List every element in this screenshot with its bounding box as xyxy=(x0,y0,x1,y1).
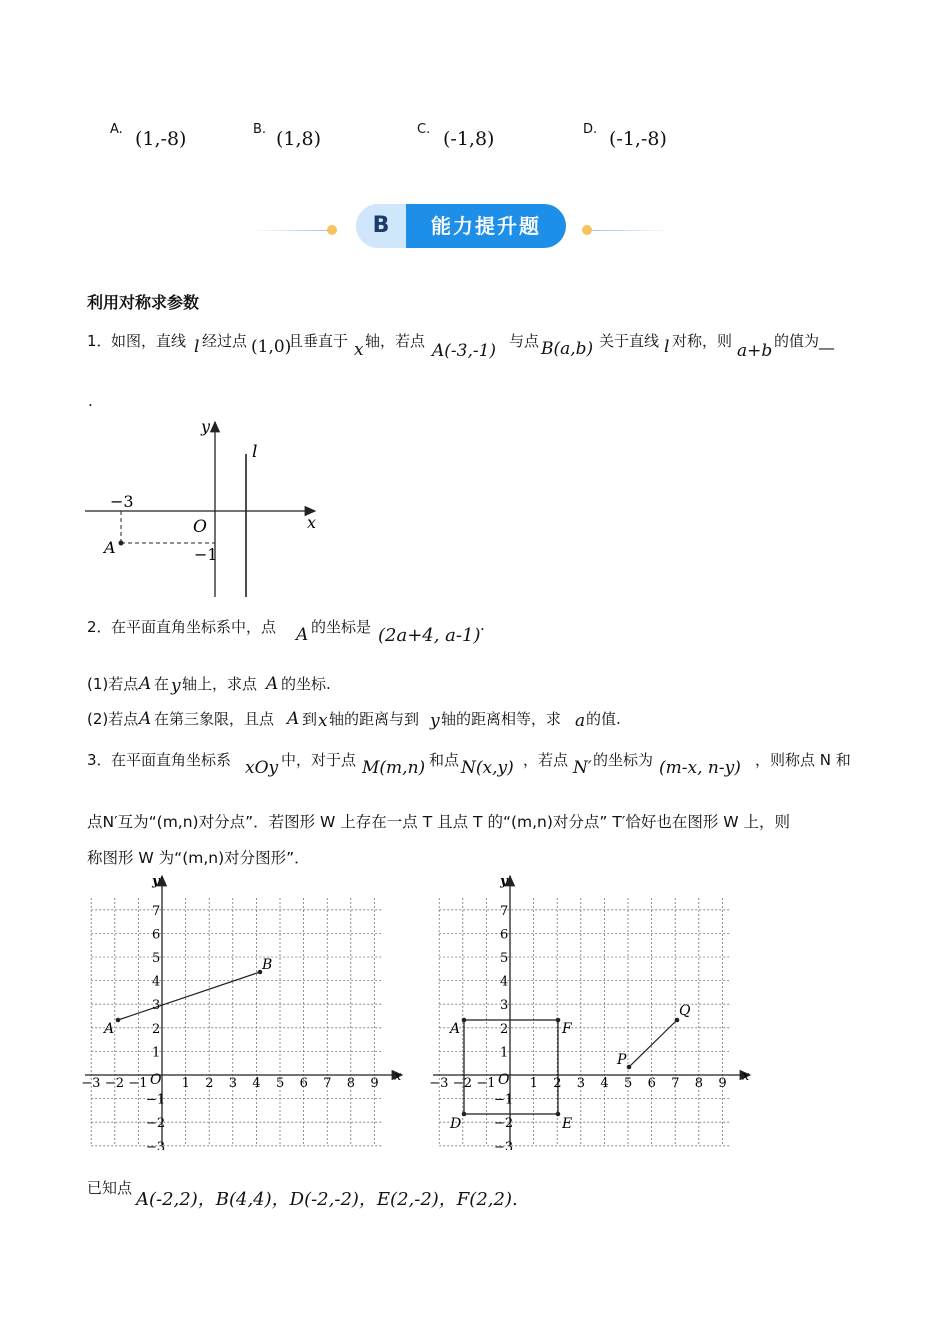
option-letter: D. xyxy=(583,122,598,137)
label-x: x xyxy=(307,513,317,532)
point-a xyxy=(462,1018,467,1023)
y-tick-label: 1 xyxy=(500,1045,509,1061)
q3-point-n-prime: N′ xyxy=(573,758,592,778)
option-letter: B. xyxy=(253,122,267,137)
x-tick-label: 5 xyxy=(624,1076,633,1091)
grid xyxy=(91,898,381,1146)
x-tick-label: 4 xyxy=(600,1076,609,1091)
point-a xyxy=(119,541,124,546)
q2-sub2: (2)若点 xyxy=(87,710,139,728)
y-tick-label: 1 xyxy=(152,1045,161,1061)
y-tick-label: −1 xyxy=(146,1092,166,1108)
q1-text: 对称，则 xyxy=(672,332,733,350)
label-l: l xyxy=(252,442,258,462)
y-tick-label: −2 xyxy=(146,1116,166,1132)
q1-period: . xyxy=(88,392,93,410)
known-points-list: A(-2,2)，B(4,4)，D(-2,-2)，E(2,-2)，F(2,2). xyxy=(136,1189,518,1210)
q2-sub2: 轴的距离与到 xyxy=(329,710,420,728)
q1-text: 轴，若点 xyxy=(365,332,426,350)
x-tick-label: −3 xyxy=(81,1076,101,1091)
x-tick-label: 9 xyxy=(370,1076,379,1091)
q1-text: 且垂直于 xyxy=(288,332,349,350)
y-tick-label: 4 xyxy=(152,974,161,990)
label-e: E xyxy=(562,1116,573,1132)
section-banner xyxy=(356,204,566,248)
label-b: B xyxy=(262,957,273,973)
x-tick-label: 8 xyxy=(694,1076,704,1091)
x-tick-label: −1 xyxy=(128,1076,148,1091)
banner-dot-right xyxy=(582,225,592,235)
x-tick-label: 2 xyxy=(553,1076,562,1091)
q2-var-a: A xyxy=(296,625,309,645)
point-e xyxy=(556,1112,561,1117)
segment-pq xyxy=(629,1020,677,1067)
point-a xyxy=(116,1018,121,1023)
label-f: F xyxy=(562,1021,572,1037)
q3-line-3: 称图形 W 为“(m,n)对分图形”． xyxy=(87,849,310,867)
q2-var-a: A xyxy=(139,674,152,694)
q2-sub1: (1)若点 xyxy=(87,675,139,693)
x-tick-label: 7 xyxy=(671,1076,680,1091)
x-tick-label: 1 xyxy=(181,1076,190,1091)
q3-point-n: N(x,y) xyxy=(461,758,514,778)
q1-var-x: x xyxy=(354,340,364,360)
y-tick-label: 7 xyxy=(500,903,509,919)
q2-var-y: y xyxy=(430,711,440,731)
label-a: A xyxy=(104,1021,115,1037)
label-origin: O xyxy=(193,517,207,537)
option-letter: A. xyxy=(110,122,123,137)
y-tick-label: 5 xyxy=(152,951,161,966)
segment-ab xyxy=(118,972,260,1020)
y-tick-label: 5 xyxy=(500,951,509,966)
point-f xyxy=(556,1018,561,1023)
q3-coord: (m-x, n-y) xyxy=(659,758,741,778)
label-p: P xyxy=(617,1052,627,1068)
q2-text: 的坐标是 xyxy=(311,618,372,636)
q3-text: 在平面直角坐标系 xyxy=(111,751,232,769)
q1-point-b: B(a,b) xyxy=(541,339,594,359)
q2-var-y: y xyxy=(171,676,181,696)
grid xyxy=(439,898,729,1146)
q2-coord: (2a+4, a-1) xyxy=(378,625,481,646)
x-tick-label: 3 xyxy=(576,1076,586,1091)
label-a: A xyxy=(450,1021,461,1037)
label-x: x xyxy=(394,1069,402,1084)
option-value: (-1,8) xyxy=(443,128,495,150)
q2-sub2: 到 xyxy=(302,710,318,728)
y-tick-label: 4 xyxy=(500,974,509,990)
q1-text: 如图，直线 xyxy=(111,332,187,350)
x-tick-label: 2 xyxy=(205,1076,214,1091)
q1-text: 与点 xyxy=(509,332,540,350)
question-number: 3． xyxy=(87,751,112,769)
x-tick-label: −1 xyxy=(476,1076,496,1091)
label-d: D xyxy=(450,1116,462,1132)
y-tick-label: 3 xyxy=(152,998,161,1014)
x-tick-label: 7 xyxy=(323,1076,332,1091)
q3-xoy: xOy xyxy=(245,758,279,778)
q1-point: (1,0) xyxy=(251,337,292,357)
label-q: Q xyxy=(679,1003,691,1019)
label-origin: O xyxy=(150,1072,162,1088)
x-tick-label: −2 xyxy=(104,1076,124,1091)
x-tick-label: 9 xyxy=(718,1076,727,1091)
q2-sub2: 轴的距离相等，求 xyxy=(441,710,562,728)
known-text: 已知点 xyxy=(87,1179,133,1197)
banner-line-left xyxy=(250,230,330,231)
label-origin: O xyxy=(498,1072,510,1088)
y-tick-label: 3 xyxy=(500,998,509,1014)
x-tick-label: 1 xyxy=(529,1076,538,1091)
q3-text: ，则称点 N 和 xyxy=(755,751,851,769)
x-tick-label: 3 xyxy=(228,1076,238,1091)
q3-text: 中，对于点 xyxy=(281,751,357,769)
q3-text: 的坐标为 xyxy=(593,751,654,769)
q1-sum: a+b xyxy=(737,341,773,361)
question-number: 2． xyxy=(87,618,112,636)
q2-var-x: x xyxy=(318,711,328,731)
label-x: x xyxy=(742,1069,750,1084)
q2-var-a-small: a xyxy=(575,711,586,731)
y-tick-label: 2 xyxy=(500,1021,509,1037)
q2-sub1: 轴上，求点 xyxy=(182,675,258,693)
topic-heading: 利用对称求参数 xyxy=(87,293,200,312)
q2-var-a: A xyxy=(266,674,279,694)
graph-right xyxy=(428,870,758,1150)
label-a: A xyxy=(104,538,116,557)
y-tick-label: −1 xyxy=(494,1092,514,1108)
label-minus1: −1 xyxy=(194,545,218,564)
q2-sub1: 在 xyxy=(154,675,170,693)
x-tick-label: 6 xyxy=(299,1076,308,1091)
q1-text: 关于直线 xyxy=(599,332,660,350)
banner-dot-left xyxy=(327,225,337,235)
option-value: (1,-8) xyxy=(135,128,187,150)
q2-var-a: A xyxy=(139,709,152,729)
q2-end: . xyxy=(480,616,485,634)
q1-blank: 的值为__ xyxy=(774,332,835,350)
option-value: (1,8) xyxy=(276,128,322,150)
graph-left xyxy=(80,870,410,1150)
q3-text: 和点 xyxy=(429,751,460,769)
option-letter: C. xyxy=(417,122,431,137)
label-y: y xyxy=(201,417,211,436)
q1-text: 经过点 xyxy=(202,332,248,350)
figure-1 xyxy=(80,412,330,602)
q2-sub2: 在第三象限，且点 xyxy=(154,710,275,728)
point-p xyxy=(627,1065,632,1070)
q3-line-2: 点N′互为“(m,n)对分点”．若图形 W 上存在一点 T 且点 T 的“(m,n)对分点” T′恰好也在图形 W 上，则 xyxy=(87,813,791,831)
y-tick-label: −3 xyxy=(494,1139,514,1150)
section-badge: B xyxy=(356,204,406,248)
y-tick-label: −3 xyxy=(146,1139,166,1150)
y-tick-label: 6 xyxy=(500,927,509,943)
option-value: (-1,-8) xyxy=(609,128,667,150)
x-tick-label: −3 xyxy=(429,1076,449,1091)
label-y: y xyxy=(152,874,160,889)
q2-sub2: 的值. xyxy=(586,710,621,728)
q2-text: 在平面直角坐标系中，点 xyxy=(111,618,277,636)
banner-line-right xyxy=(592,230,672,231)
q1-point-a: A(-3,-1) xyxy=(432,341,497,361)
x-tick-label: 4 xyxy=(252,1076,261,1091)
x-tick-label: 6 xyxy=(647,1076,656,1091)
q2-sub1: 的坐标. xyxy=(281,675,331,693)
y-tick-label: 2 xyxy=(152,1021,161,1037)
label-minus3: −3 xyxy=(110,492,134,511)
label-y: y xyxy=(500,874,508,889)
q2-var-a: A xyxy=(287,709,300,729)
y-tick-label: 7 xyxy=(152,903,161,919)
x-tick-label: 5 xyxy=(276,1076,285,1091)
q3-text: ，若点 xyxy=(523,751,569,769)
question-number: 1． xyxy=(87,332,112,350)
y-tick-label: 6 xyxy=(152,927,161,943)
x-tick-label: 8 xyxy=(346,1076,356,1091)
y-tick-label: −2 xyxy=(494,1116,514,1132)
q3-point-m: M(m,n) xyxy=(362,758,426,778)
x-tick-label: −2 xyxy=(452,1076,472,1091)
q1-var-l: l xyxy=(664,337,670,357)
section-title: 能力提升题 xyxy=(406,204,566,248)
point-d xyxy=(462,1112,467,1117)
q1-var-l: l xyxy=(194,337,200,357)
